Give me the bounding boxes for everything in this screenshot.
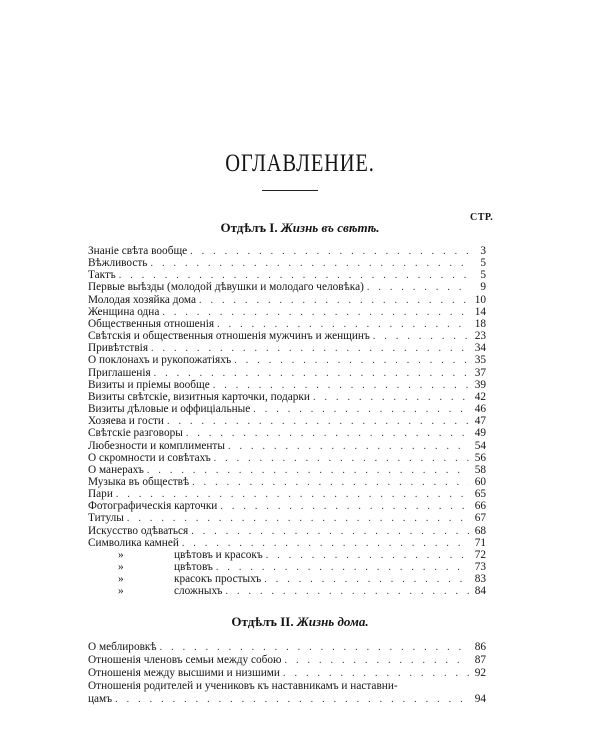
toc-entry xyxy=(88,573,486,585)
toc-entry-page: 84 xyxy=(474,585,486,598)
toc-entry-title: Привѣтствія xyxy=(88,342,149,355)
dot-leader xyxy=(283,667,469,680)
ditto-mark: » xyxy=(118,561,124,574)
toc-entry-page: 60 xyxy=(474,475,486,488)
section-1-prefix: Отдѣлъ I. xyxy=(220,220,278,235)
toc-entry xyxy=(88,561,486,573)
dot-leader xyxy=(214,453,469,465)
dot-leader xyxy=(313,392,469,404)
toc-entry-page: 87 xyxy=(474,654,486,666)
toc-entry-page: 10 xyxy=(474,293,486,306)
toc-entry-title: Фотографическія карточки xyxy=(88,500,218,513)
toc-entry-subtitle: красокъ простыхъ xyxy=(174,573,262,586)
dot-leader xyxy=(234,355,469,367)
toc-entry xyxy=(88,680,486,693)
toc-entry xyxy=(88,245,486,257)
ditto-mark: » xyxy=(118,573,124,586)
toc-entry-title: О скромности и совѣтахъ xyxy=(88,451,211,464)
toc-entry-title: Вѣжливость xyxy=(88,257,148,270)
toc-entry-title: Отношенія родителей и учениковъ къ наставникамъ и наставни- xyxy=(88,680,398,692)
dot-leader xyxy=(115,693,469,706)
dot-leader xyxy=(226,586,469,598)
toc-entry-page: 49 xyxy=(474,427,486,440)
dot-leader xyxy=(220,501,469,513)
dot-leader xyxy=(186,428,469,440)
toc-entry xyxy=(88,306,486,318)
toc-entry-title: Общественныя отношенія xyxy=(88,317,215,330)
toc-entry-title: Отношенія между высшими и низшими xyxy=(88,667,280,679)
toc-entry-title: Отношенія членовъ семьи между собою xyxy=(88,654,282,666)
toc-entry-page: 46 xyxy=(474,403,486,416)
toc-entry xyxy=(88,476,486,488)
dot-leader xyxy=(190,246,469,258)
toc-entry xyxy=(88,257,486,269)
toc-entry-title: Символика камней xyxy=(88,536,179,549)
toc-entry-title: Первые выѣзды (молодой дѣвушки и молодаго человѣка) xyxy=(88,281,364,294)
toc-entry-page: 65 xyxy=(474,488,486,501)
dot-leader xyxy=(150,258,469,270)
section-2-name: Жизнь дома. xyxy=(296,614,369,629)
toc-entry-title: Знаніе свѣта вообще xyxy=(88,245,188,257)
toc-entry-page: 73 xyxy=(474,561,486,574)
toc-entry-page: 86 xyxy=(474,641,486,653)
toc-entry-page: 71 xyxy=(474,536,486,549)
toc-entry-title: Визиты свѣтскіе, визитныя карточки, подарки xyxy=(88,390,310,403)
toc-entry-page: 3 xyxy=(480,245,486,257)
toc-entry xyxy=(88,427,486,439)
toc-entry xyxy=(88,354,486,366)
toc-entry-page: 94 xyxy=(474,693,486,705)
toc-entry-title: Визиты и пріемы вообще xyxy=(88,378,210,391)
ditto-mark: » xyxy=(118,585,124,598)
toc-entry xyxy=(88,269,486,281)
toc-entry-title: О манерахъ xyxy=(88,463,144,476)
toc-entry-title: Женщина одна xyxy=(88,305,160,318)
toc-entry-title xyxy=(88,573,261,585)
toc-entry-subtitle: цвѣтовъ и красокъ xyxy=(174,549,263,561)
section-1-name: Жизнь въ свѣтѣ. xyxy=(280,220,380,235)
toc-entry-page: 67 xyxy=(474,512,486,525)
toc-entry xyxy=(88,500,486,512)
toc-entry xyxy=(88,318,486,330)
toc-entry-subtitle: цвѣтовъ xyxy=(174,561,213,574)
toc-entry xyxy=(88,667,486,680)
toc-entry-title: Свѣтскія и общественныя отношенія мужчинъ и женщинъ xyxy=(88,330,370,343)
dot-leader xyxy=(167,416,469,428)
toc-entry xyxy=(88,415,486,427)
toc-entry-page: 66 xyxy=(474,500,486,513)
toc-entry-page: 42 xyxy=(474,390,486,403)
toc-entry xyxy=(88,294,486,306)
toc-entry-page: 37 xyxy=(474,366,486,379)
section-1-subentries xyxy=(88,549,486,598)
dot-leader xyxy=(228,441,469,453)
toc-entry xyxy=(88,512,486,524)
dot-leader xyxy=(373,331,469,343)
toc-entry xyxy=(88,549,486,561)
toc-entry-title: цамъ xyxy=(88,693,113,705)
toc-entry-page: 14 xyxy=(474,305,486,318)
toc-entry xyxy=(88,693,486,706)
section-2-heading xyxy=(0,614,600,630)
toc-entry xyxy=(88,367,486,379)
dot-leader xyxy=(147,465,469,477)
ditto-mark: » xyxy=(118,549,124,561)
toc-entry xyxy=(88,452,486,464)
toc-entry-title: Приглашенія xyxy=(88,366,151,379)
section-2-prefix: Отдѣлъ II. xyxy=(231,614,294,629)
dot-leader xyxy=(266,550,469,562)
toc-entry-title: Пари xyxy=(88,488,113,501)
section-1-contents xyxy=(88,245,486,549)
toc-entry-title: Тактъ xyxy=(88,269,116,282)
toc-entry-page: 47 xyxy=(474,415,486,428)
toc-entry xyxy=(88,379,486,391)
toc-entry-title: Визиты дѣловые и оффиціальные xyxy=(88,403,251,416)
toc-entry xyxy=(88,342,486,354)
toc-entry xyxy=(88,525,486,537)
toc-entry-subtitle: сложныхъ xyxy=(174,585,223,598)
toc-entry xyxy=(88,391,486,403)
toc-entry-title: Молодая хозяйка дома xyxy=(88,293,196,306)
dot-leader xyxy=(191,526,469,538)
toc-entry-page: 23 xyxy=(474,330,486,343)
section-1-heading xyxy=(0,220,600,236)
toc-entry-title: Искусство одѣваться xyxy=(88,524,189,537)
dot-leader xyxy=(253,404,469,416)
toc-entry-title: Музыка въ обществѣ xyxy=(88,475,190,488)
toc-entry-title xyxy=(88,561,213,573)
toc-entry-page: 5 xyxy=(480,269,486,282)
dot-leader xyxy=(284,654,469,667)
section-2-contents xyxy=(88,641,486,706)
toc-entry xyxy=(88,440,486,452)
toc-entry-page: 58 xyxy=(474,463,486,476)
toc-entry-page: 18 xyxy=(474,317,486,330)
toc-entry-title xyxy=(88,585,223,597)
toc-entry-page: 83 xyxy=(474,573,486,586)
toc-entry-page: 72 xyxy=(474,549,486,561)
toc-entry-title: Хозяева и гости xyxy=(88,415,164,428)
toc-entry-page: 54 xyxy=(474,439,486,452)
dot-leader xyxy=(367,282,469,294)
toc-entry xyxy=(88,654,486,667)
dot-leader xyxy=(264,574,469,586)
dot-leader xyxy=(192,477,469,489)
toc-entry-title xyxy=(88,549,263,561)
toc-entry-title: Титулы xyxy=(88,512,124,525)
toc-entry-page: 5 xyxy=(480,257,486,270)
toc-entry xyxy=(88,403,486,415)
dot-leader xyxy=(160,641,469,654)
page-column-header: СТР. xyxy=(470,212,494,223)
toc-entry-page: 34 xyxy=(474,342,486,355)
toc-entry-page: 56 xyxy=(474,451,486,464)
toc-entry xyxy=(88,585,486,597)
dot-leader xyxy=(199,295,469,307)
toc-entry xyxy=(88,464,486,476)
toc-entry xyxy=(88,281,486,293)
toc-entry xyxy=(88,488,486,500)
toc-entry-title: Свѣтскіе разговоры xyxy=(88,427,183,440)
toc-entry-title: О поклонахъ и рукопожатіяхъ xyxy=(88,354,232,367)
toc-entry-title: О меблировкѣ xyxy=(88,641,157,653)
toc-entry xyxy=(88,330,486,342)
toc-entry xyxy=(88,537,486,549)
title-rule xyxy=(262,190,318,191)
toc-entry-page: 92 xyxy=(474,667,486,679)
page-title: ОГЛАВЛЕНИЕ. xyxy=(225,150,375,177)
toc-entry-page: 68 xyxy=(474,524,486,537)
toc-entry-page: 39 xyxy=(474,378,486,391)
toc-entry-page: 35 xyxy=(474,354,486,367)
toc-entry-title: Любезности и комплименты xyxy=(88,439,225,452)
toc-entry xyxy=(88,641,486,654)
toc-entry-page: 9 xyxy=(480,281,486,294)
